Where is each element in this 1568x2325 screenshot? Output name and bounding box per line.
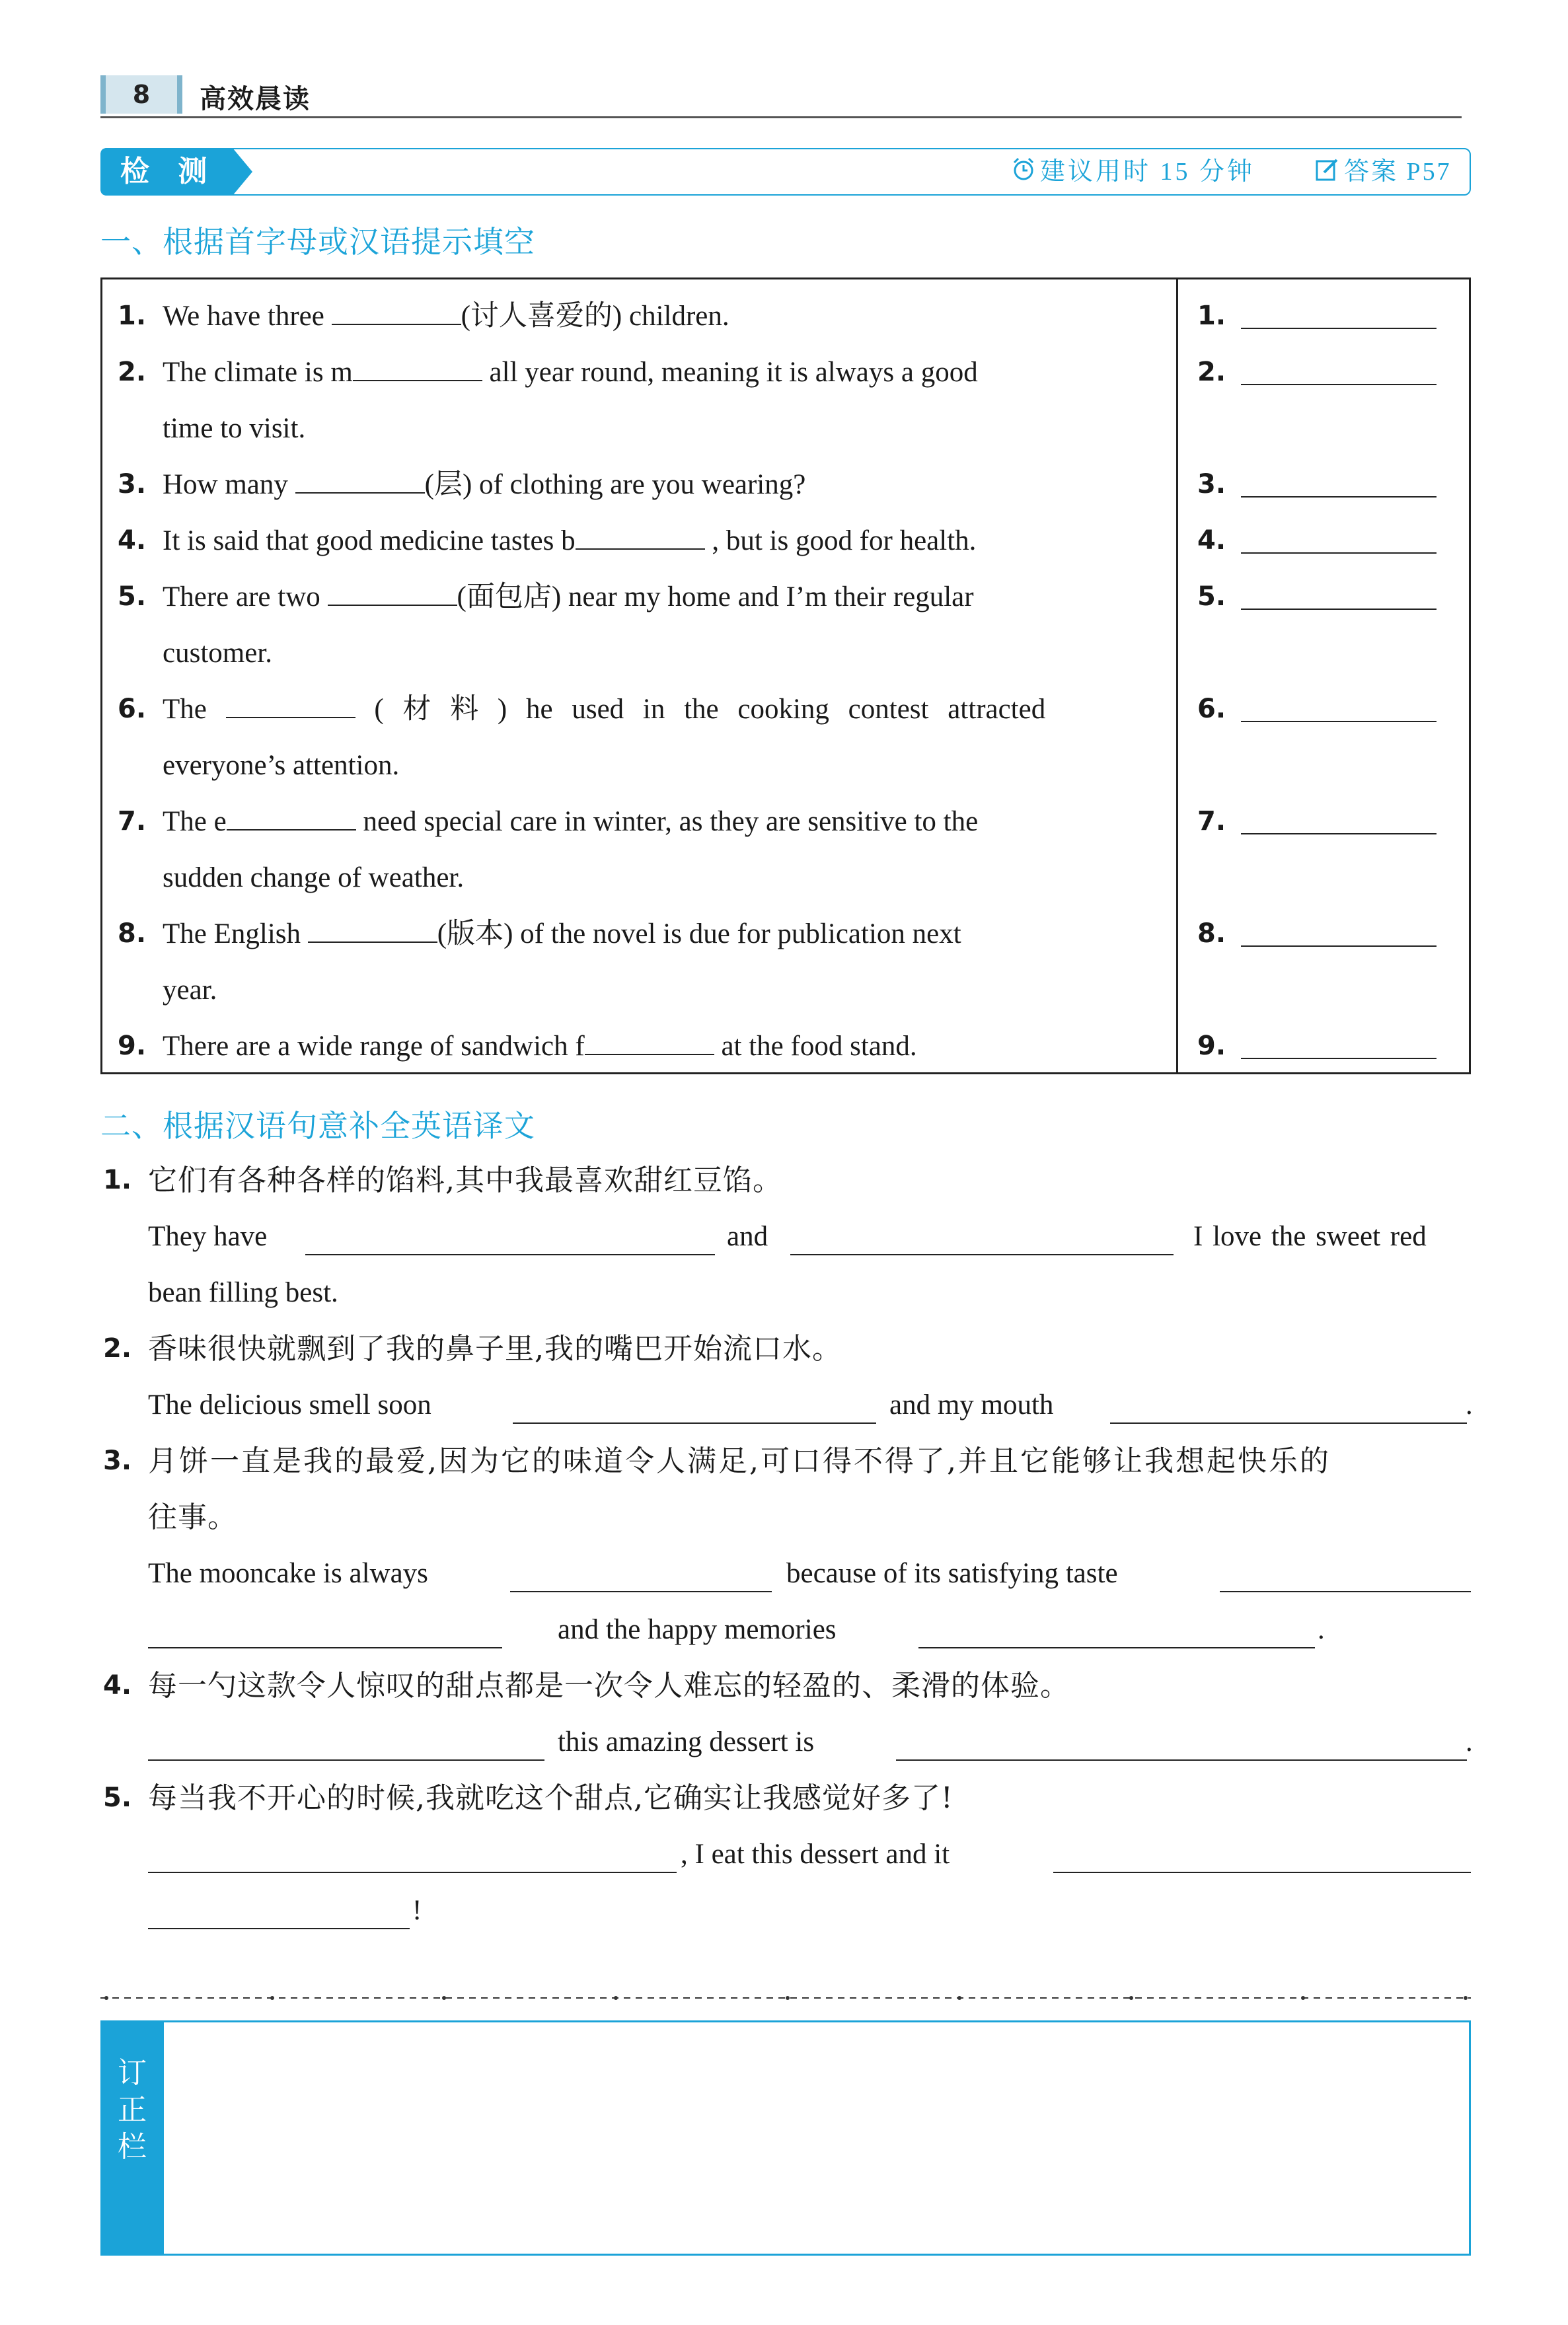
- translation-5-blank-3[interactable]: [148, 1928, 410, 1929]
- question-1-text-b: (讨人喜爱的) children.: [461, 301, 729, 332]
- question-1-text-a: We have three: [163, 301, 324, 332]
- question-7-blank[interactable]: [227, 795, 356, 830]
- question-7-line-2: sudden change of weather.: [163, 862, 465, 893]
- translation-3-blank-4[interactable]: [918, 1647, 1315, 1648]
- translation-1-blank-1[interactable]: [305, 1254, 715, 1255]
- header-rule: [100, 116, 1462, 118]
- question-5-line-2: customer.: [163, 638, 272, 669]
- section-2-title: 二、根据汉语句意补全英语译文: [100, 1108, 535, 1144]
- question-8-text-a: The English: [163, 918, 301, 949]
- question-3-number: 3.: [118, 469, 147, 499]
- question-6-number: 6.: [118, 694, 147, 724]
- suggested-time: [1011, 148, 1255, 196]
- translation-5-blank-2[interactable]: [1053, 1872, 1471, 1873]
- question-1-blank[interactable]: [332, 289, 461, 325]
- question-2-number: 2.: [118, 357, 147, 387]
- translation-3-text-2: because of its satisfying taste: [786, 1558, 1118, 1589]
- answer-number-4: 4.: [1197, 525, 1226, 556]
- question-6-line-2: everyone’s attention.: [163, 750, 400, 781]
- answer-reference-text: 答案 P57: [1344, 158, 1452, 186]
- page-header: [100, 71, 1462, 118]
- question-1-line: [163, 288, 729, 344]
- answer-number-2: 2.: [1197, 357, 1226, 387]
- answer-line-2[interactable]: [1241, 384, 1437, 385]
- translation-1-text-2: and: [727, 1221, 768, 1252]
- question-8-line-2: year.: [163, 975, 217, 1006]
- test-tab: [100, 148, 252, 196]
- table-column-divider: [1176, 277, 1178, 1074]
- question-4-line: [163, 513, 976, 569]
- answer-line-3[interactable]: [1241, 496, 1437, 498]
- translation-3-text-4: .: [1318, 1614, 1325, 1645]
- question-8-number: 8.: [118, 918, 147, 949]
- translation-3-blank-2[interactable]: [1220, 1591, 1471, 1592]
- translation-5-text-1: , I eat this dessert and it: [681, 1839, 950, 1870]
- translation-4-chinese: 每一勺这款令人惊叹的甜点都是一次令人难忘的轻盈的、柔滑的体验。: [148, 1669, 1070, 1703]
- question-7-text-b: need special care in winter, as they are sensitive to the: [363, 806, 979, 837]
- question-9-number: 9.: [118, 1031, 147, 1061]
- correction-label: [100, 2055, 164, 2166]
- correction-label-char: 栏: [118, 2130, 147, 2164]
- translation-4-blank-1[interactable]: [148, 1759, 544, 1761]
- answer-line-7[interactable]: [1241, 833, 1437, 834]
- question-5-text-a: There are two: [163, 581, 320, 612]
- translation-2-number: 2.: [103, 1333, 132, 1364]
- translation-3-blank-3[interactable]: [148, 1647, 502, 1648]
- answer-line-4[interactable]: [1241, 552, 1437, 554]
- dotted-divider: [100, 1994, 1471, 2002]
- question-9-blank[interactable]: [585, 1019, 714, 1055]
- question-5-blank[interactable]: [328, 570, 457, 606]
- translation-1-text-3: I love the sweet red: [1193, 1221, 1427, 1252]
- question-9-text-a: There are a wide range of sandwich f: [163, 1031, 585, 1062]
- question-4-number: 4.: [118, 525, 147, 556]
- translation-4-blank-2[interactable]: [896, 1759, 1467, 1761]
- answer-number-6: 6.: [1197, 694, 1226, 724]
- translation-3-number: 3.: [103, 1446, 132, 1476]
- alarm-clock-icon: [1011, 150, 1036, 198]
- correction-label-char: 订: [118, 2056, 147, 2090]
- translation-1-chinese: 它们有各种各样的馅料,其中我最喜欢甜红豆馅。: [148, 1163, 782, 1197]
- page-number: 8: [132, 80, 151, 109]
- translation-2-text-3: .: [1466, 1389, 1473, 1421]
- answer-number-8: 8.: [1197, 918, 1226, 949]
- translation-4-text-1: this amazing dessert is: [558, 1726, 815, 1757]
- translation-5-chinese: 每当我不开心的时候,我就吃这个甜点,它确实让我感觉好多了!: [148, 1781, 953, 1815]
- question-4-text-b: , but is good for health.: [712, 525, 977, 556]
- question-3-text-b: (层) of clothing are you wearing?: [424, 469, 806, 500]
- translation-5-text-2: !: [412, 1895, 422, 1926]
- translation-2-chinese: 香味很快就飘到了我的鼻子里,我的嘴巴开始流口水。: [148, 1332, 842, 1366]
- suggested-time-text: 建议用时 15 分钟: [1040, 158, 1255, 186]
- answer-row-5[interactable]: [1197, 569, 1448, 625]
- answer-number-7: 7.: [1197, 806, 1226, 836]
- question-7-text-a: The e: [163, 806, 227, 837]
- question-6-blank[interactable]: [226, 683, 355, 718]
- answer-row-6[interactable]: [1197, 681, 1448, 737]
- question-3-line: [163, 457, 805, 513]
- question-2-text-b: all year round, meaning it is always a good: [489, 357, 978, 388]
- question-6-line: [163, 681, 1045, 737]
- section-1-title: 一、根据首字母或汉语提示填空: [100, 224, 535, 260]
- translation-3-text-1: The mooncake is always: [148, 1558, 428, 1589]
- answer-row-2[interactable]: [1197, 344, 1448, 400]
- answer-number-3: 3.: [1197, 469, 1226, 499]
- question-8-line: [163, 906, 961, 962]
- question-5-line: [163, 569, 974, 625]
- question-7-number: 7.: [118, 806, 147, 836]
- answer-line-1[interactable]: [1241, 328, 1437, 329]
- answer-line-8[interactable]: [1241, 945, 1437, 947]
- correction-label-char: 正: [118, 2093, 147, 2127]
- translation-2-blank-2[interactable]: [1110, 1422, 1467, 1424]
- answer-reference: [1315, 148, 1452, 196]
- answer-row-9[interactable]: [1197, 1018, 1448, 1074]
- question-4-text-a: It is said that good medicine tastes b: [163, 525, 576, 556]
- answer-row-3[interactable]: [1197, 457, 1448, 513]
- answer-line-6[interactable]: [1241, 721, 1437, 722]
- translation-2-text-1: The delicious smell soon: [148, 1389, 431, 1421]
- question-9-text-b: at the food stand.: [721, 1031, 917, 1062]
- question-2-blank[interactable]: [353, 346, 482, 381]
- question-3-text-a: How many: [163, 469, 288, 500]
- translation-3-chinese-2: 往事。: [148, 1500, 237, 1534]
- question-2-text-a: The climate is m: [163, 357, 353, 388]
- question-7-line: [163, 793, 978, 850]
- test-banner: [100, 148, 1471, 196]
- answer-row-4[interactable]: [1197, 513, 1448, 569]
- answer-row-1[interactable]: [1197, 288, 1448, 344]
- question-6-text-b: ( 材 料 ) he used in the cooking contest attracted: [374, 694, 1046, 725]
- answer-row-7[interactable]: [1197, 793, 1448, 850]
- correction-box[interactable]: [100, 2020, 1471, 2256]
- answer-number-9: 9.: [1197, 1031, 1226, 1061]
- answer-line-9[interactable]: [1241, 1058, 1437, 1059]
- question-6-text-a: The: [163, 694, 207, 725]
- translation-1-blank-2[interactable]: [790, 1254, 1174, 1255]
- question-2-line: [163, 344, 978, 400]
- question-8-text-b: (版本) of the novel is due for publication next: [437, 918, 961, 949]
- translation-3-chinese: 月饼一直是我的最爱,因为它的味道令人满足,可口得不得了,并且它能够让我想起快乐的: [148, 1444, 1331, 1478]
- book-title: 高效晨读: [200, 84, 311, 114]
- question-2-line-2: time to visit.: [163, 413, 306, 444]
- question-3-blank[interactable]: [295, 458, 425, 494]
- question-1-number: 1.: [118, 301, 147, 331]
- test-label: 检 测: [120, 155, 217, 188]
- question-9-line: [163, 1018, 917, 1074]
- answer-line-5[interactable]: [1241, 609, 1437, 610]
- translation-2-blank-1[interactable]: [513, 1422, 876, 1424]
- translation-3-blank-1[interactable]: [510, 1591, 772, 1592]
- translation-1-number: 1.: [103, 1165, 132, 1195]
- answer-row-8[interactable]: [1197, 906, 1448, 962]
- translation-5-number: 5.: [103, 1783, 132, 1813]
- question-5-number: 5.: [118, 581, 147, 612]
- translation-1-text-4: bean filling best.: [148, 1277, 338, 1308]
- translation-1-text-1: They have: [148, 1221, 268, 1252]
- edit-icon: [1315, 150, 1340, 198]
- translation-5-blank-1[interactable]: [148, 1872, 677, 1873]
- translation-4-text-2: .: [1466, 1726, 1473, 1757]
- translation-2-text-2: and my mouth: [889, 1389, 1054, 1421]
- question-4-blank[interactable]: [576, 514, 705, 550]
- question-8-blank[interactable]: [308, 907, 437, 943]
- question-5-text-b: (面包店) near my home and I’m their regular: [457, 581, 974, 612]
- translation-4-number: 4.: [103, 1670, 132, 1701]
- translation-3-text-3: and the happy memories: [558, 1614, 837, 1645]
- answer-number-5: 5.: [1197, 581, 1226, 612]
- answer-number-1: 1.: [1197, 301, 1226, 331]
